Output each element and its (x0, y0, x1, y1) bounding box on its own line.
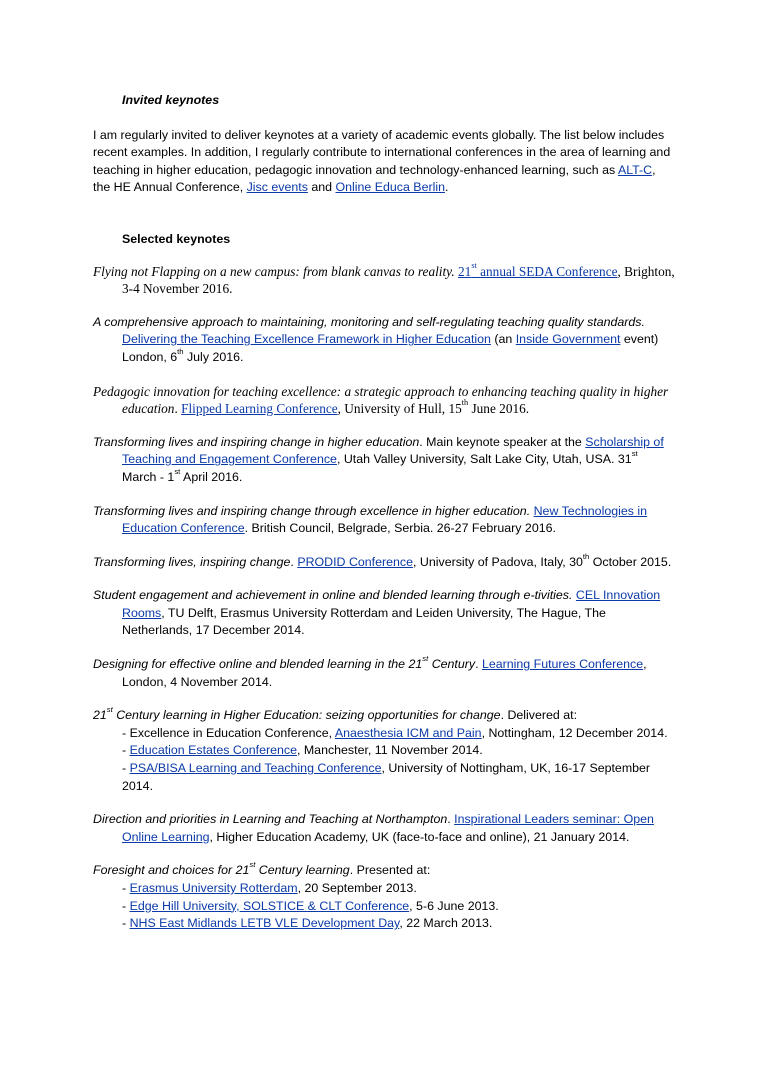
venue-item: - Excellence in Education Conference, Anaesthesia ICM and Pain, Nottingham, 12 December 2014. (122, 725, 668, 740)
tef-conference-link[interactable]: Delivering the Teaching Excellence Framework in Higher Education (122, 332, 491, 347)
keynote-title: Flying not Flapping on a new campus: from blank canvas to reality. (93, 263, 455, 279)
learning-futures-link[interactable]: Learning Futures Conference (481, 657, 644, 672)
inspirational-leaders-link[interactable]: Inspirational Leaders seminar: Open Online Learning (122, 812, 654, 844)
nhs-east-midlands-link[interactable]: NHS East Midlands LETB VLE Development Day (129, 916, 400, 931)
keynote-entry: Pedagogic innovation for teaching excellence: a strategic approach to enhancing teaching quality in higher education. Flipped Learning Conference, University of Hull, 15th June 2016. (93, 383, 669, 417)
keynote-details: , TU Delft, Erasmus University Rotterdam and Leiden University, The Hague, The Netherlands, 17 December 2014. (122, 605, 606, 638)
edge-hill-link[interactable]: Edge Hill University, SOLSTICE & CLT Conference (129, 898, 410, 913)
online-educa-berlin-link[interactable]: Online Educa Berlin (335, 180, 445, 195)
keynote-entry (93, 707, 675, 795)
education-estates-link[interactable]: Education Estates Conference (129, 743, 297, 758)
venue-item: - NHS East Midlands LETB VLE Development Day, 22 March 2013. (122, 916, 493, 931)
keynote-title: A comprehensive approach to maintaining, monitoring and self-regulating teaching quality standards. (93, 314, 645, 329)
cel-innovation-link[interactable]: CEL Innovation Rooms (122, 588, 661, 620)
keynote-entry: A comprehensive approach to maintaining, monitoring and self-regulating teaching quality standards. Delivering the Teaching Excellence Framework in Higher Education (an Inside Government event) London, 6th July 2016. (93, 314, 659, 364)
keynote-title: Transforming lives and inspiring change through excellence in higher education. (93, 503, 531, 518)
keynote-entry: Direction and priorities in Learning and Teaching at Northampton. Inspirational Leaders seminar: Open Online Learning, Higher Education Academy, UK (face-to-face and online), 21 January 2014. (93, 812, 654, 844)
keynote-title: Foresight and choices for 21st Century learning (93, 860, 350, 878)
intro-text: and (307, 180, 336, 195)
sote-conference-link[interactable]: Scholarship of Teaching and Engagement Conference (122, 434, 664, 467)
keynote-title: Direction and priorities in Learning and Teaching at Northampton (93, 812, 448, 827)
keynote-entry (93, 503, 675, 538)
intro-text: , the HE Annual Conference, (93, 162, 656, 195)
keynote-details: . Delivered at: (500, 708, 578, 723)
keynote-title: Designing for effective online and blended learning in the 21st Century (93, 654, 476, 672)
invited-keynotes-heading: Invited keynotes (122, 93, 220, 107)
prodid-conference-link[interactable]: PRODID Conference (297, 554, 414, 569)
keynote-details: . Presented at: (349, 863, 431, 878)
venue-item: - PSA/BISA Learning and Teaching Conference, University of Nottingham, UK, 16-17 September 2014. (122, 761, 651, 793)
flipped-learning-link[interactable]: Flipped Learning Conference (181, 401, 338, 417)
jisc-events-link[interactable]: Jisc events (246, 180, 308, 195)
keynote-details: , Utah Valley University, Salt Lake City, Utah, USA. 31 (336, 452, 632, 467)
keynote-details: , University of Padova, Italy, 30 (413, 554, 583, 569)
psa-bisa-link[interactable]: PSA/BISA Learning and Teaching Conference (129, 761, 382, 776)
keynote-details: , Brighton, 3-4 November 2016. (122, 263, 675, 297)
alt-c-link[interactable]: ALT-C (617, 162, 653, 177)
venue-item: - Edge Hill University, SOLSTICE & CLT Conference, 5-6 June 2013. (122, 898, 499, 913)
venue-item: - Erasmus University Rotterdam, 20 September 2013. (122, 881, 417, 895)
keynote-details: , London, 4 November 2014. (122, 657, 647, 689)
intro-text: I am regularly invited to deliver keynotes at a variety of academic events globally. The list below includes recent examples. In addition, I regularly contribute to international conferences in the area of learning and teaching in higher education, pedagogic innovation and technology-enhanced learning, such as (93, 127, 671, 177)
intro-text: . (444, 180, 449, 195)
keynote-title: Transforming lives, inspiring change (93, 554, 291, 569)
keynote-entry: Transforming lives and inspiring change in higher education. Main keynote speaker at the Scholarship of Teaching and Engagement Conference, Utah Valley University, Salt Lake City, Utah, USA. 31st March - 1st April 2016. (93, 434, 664, 484)
keynote-details: , Higher Education Academy, UK (face-to-face and online), 21 January 2014. (209, 829, 630, 844)
venue-item: - Education Estates Conference, Manchester, 11 November 2014. (122, 743, 483, 758)
keynote-entry (93, 862, 675, 932)
erasmus-rotterdam-link[interactable]: Erasmus University Rotterdam (129, 881, 298, 895)
keynote-entry (93, 587, 675, 640)
selected-keynotes-heading: Selected keynotes (122, 231, 231, 246)
anaesthesia-icm-link[interactable]: Anaesthesia ICM and Pain (334, 725, 482, 740)
keynote-details: , University of Hull, 15 (337, 401, 462, 417)
keynote-details: event) London, 6 (122, 332, 659, 364)
keynote-title: Student engagement and achievement in online and blended learning through e-tivities. (93, 588, 573, 603)
inside-government-link[interactable]: Inside Government (515, 332, 621, 347)
keynote-title: Transforming lives and inspiring change in higher education (93, 434, 420, 449)
keynote-title: Pedagogic innovation for teaching excellence: a strategic approach to enhancing teaching quality in higher education (93, 383, 669, 417)
seda-conference-link[interactable]: 21st annual SEDA Conference (458, 260, 618, 279)
new-technologies-link[interactable]: New Technologies in Education Conference (122, 503, 648, 536)
keynote-entry (93, 260, 675, 298)
keynote-details: . British Council, Belgrade, Serbia. 26-27 February 2016. (244, 521, 556, 536)
keynote-title: 21st Century learning in Higher Education: seizing opportunities for change (93, 705, 501, 723)
intro-paragraph (93, 127, 675, 197)
cv-page (93, 92, 675, 949)
keynote-entry: Transforming lives, inspiring change. PRODID Conference, University of Padova, Italy, 30th October 2015. (93, 551, 672, 569)
keynote-entry: Designing for effective online and blended learning in the 21st Century. Learning Futures Conference, London, 4 November 2014. (93, 654, 647, 689)
